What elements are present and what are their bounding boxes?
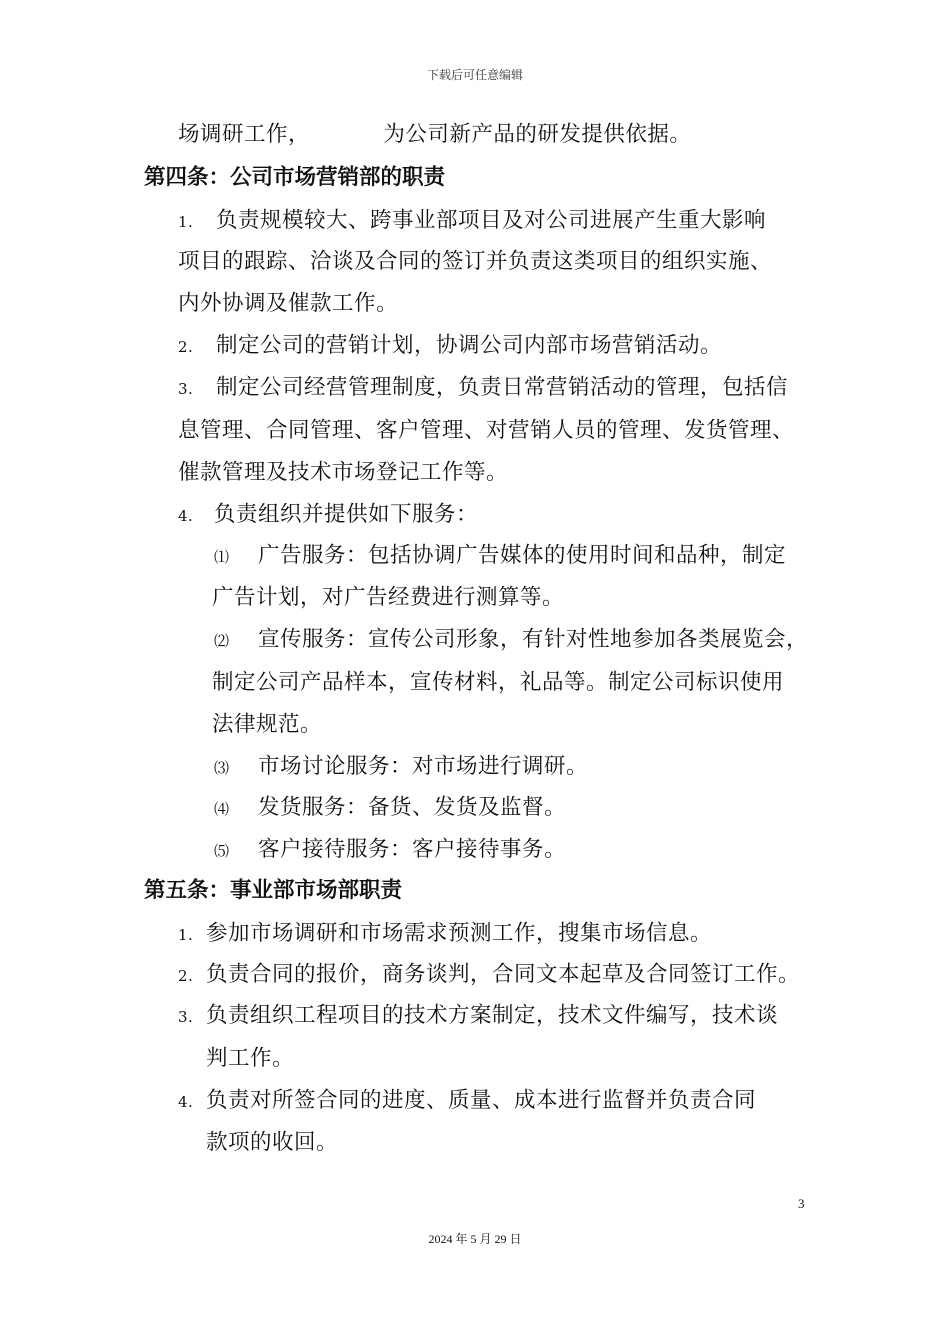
- list-item: [178, 1005, 778, 1027]
- list-item: [178, 923, 712, 945]
- list-number: ⑸: [214, 842, 230, 860]
- sub-list-item: [214, 797, 566, 819]
- line-text: 市场讨论服务：对市场进行调研。: [258, 754, 589, 779]
- sub-list-item: [214, 839, 566, 861]
- line-text: 负责对所签合同的进度、质量、成本进行监督并负责合同: [206, 1088, 757, 1113]
- text-line: 项目的跟踪、洽谈及合同的签订并负责这类项目的组织实施、: [178, 249, 773, 274]
- list-item: [178, 210, 766, 232]
- line-text: 发货服务：备货、发货及监督。: [258, 795, 567, 820]
- list-number: 2.: [178, 338, 194, 356]
- text-line: 内外协调及催款工作。: [178, 291, 399, 316]
- line-text: 制定公司的营销计划，协调公司内部市场营销活动。: [216, 333, 723, 358]
- page-header: 下载后可任意编辑: [426, 68, 523, 82]
- page-footer-date: 2024 年 5 月 29 日: [428, 1232, 522, 1246]
- text-line: 广告计划，对广告经费进行测算等。: [212, 585, 565, 610]
- list-item: [178, 964, 800, 986]
- list-item: [178, 335, 722, 357]
- text-line: 判工作。: [206, 1046, 295, 1071]
- sub-list-item: [214, 629, 808, 651]
- list-number: 1.: [178, 213, 194, 231]
- list-number: ⑶: [214, 759, 230, 777]
- list-item: [178, 377, 788, 399]
- sub-list-item: [214, 545, 786, 567]
- text-line: 法律规范。: [212, 712, 323, 737]
- line-text: 宣传服务：宣传公司形象，有针对性地参加各类展览会，: [258, 627, 809, 652]
- line-text: 场调研工作， 为公司新产品的研发提供依据。: [178, 122, 692, 147]
- sub-list-item: [214, 756, 588, 778]
- list-number: 4.: [178, 1093, 194, 1111]
- line-text: 负责规模较大、跨事业部项目及对公司进展产生重大影响: [216, 208, 767, 233]
- text-line: 制定公司产品样本，宣传材料，礼品等。制定公司标识使用: [212, 670, 785, 695]
- list-item: [178, 1090, 756, 1112]
- line-text: 负责合同的报价，商务谈判，合同文本起草及合同签订工作。: [206, 962, 801, 987]
- list-number: ⑷: [214, 800, 230, 818]
- text-line: 息管理、合同管理、客户管理、对营销人员的管理、发货管理、: [178, 418, 795, 443]
- text-line: 款项的收回。: [206, 1130, 339, 1155]
- line-text: 负责组织工程项目的技术方案制定，技术文件编写，技术谈: [206, 1003, 779, 1028]
- list-item: [178, 504, 478, 526]
- line-text: 参加市场调研和市场需求预测工作，搜集市场信息。: [206, 921, 713, 946]
- list-number: 4.: [178, 507, 194, 525]
- text-line: [178, 124, 691, 146]
- line-text: 负责组织并提供如下服务：: [214, 502, 479, 527]
- list-number: 1.: [178, 926, 194, 944]
- list-number: ⑴: [214, 548, 230, 566]
- page-number: 3: [798, 1196, 805, 1211]
- list-number: 2.: [178, 967, 194, 985]
- section-heading: 第五条：事业部市场部职责: [144, 878, 403, 903]
- line-text: 广告服务：包括协调广告媒体的使用时间和品种，制定: [258, 543, 787, 568]
- list-number: 3.: [178, 1008, 194, 1026]
- text-line: 催款管理及技术市场登记工作等。: [178, 460, 509, 485]
- line-text: 制定公司经营管理制度，负责日常营销活动的管理，包括信: [216, 375, 789, 400]
- list-number: ⑵: [214, 632, 230, 650]
- list-number: 3.: [178, 380, 194, 398]
- section-heading: 第四条：公司市场营销部的职责: [144, 165, 446, 190]
- line-text: 客户接待服务：客户接待事务。: [258, 837, 567, 862]
